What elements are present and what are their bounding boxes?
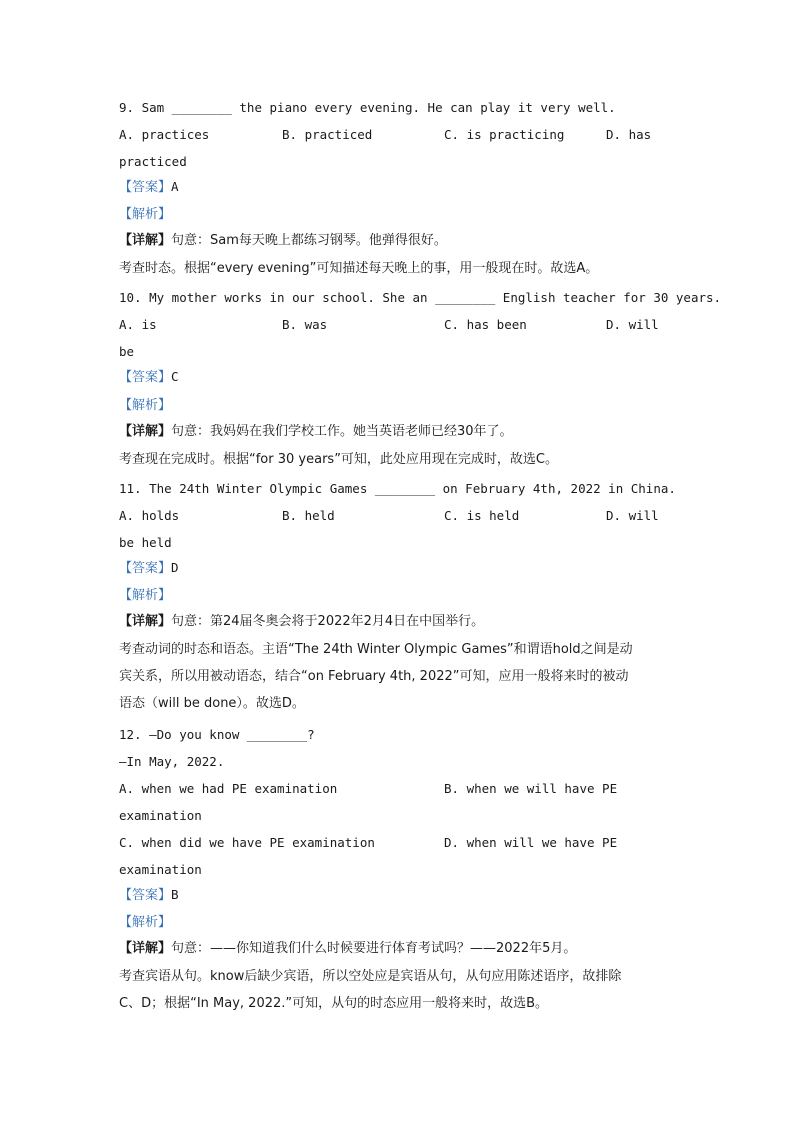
q11-explanation-1: 考查动词的时态和语态。主语“The 24th Winter Olympic Games”和谓语hold之间是动 xyxy=(119,642,633,657)
q12-option-b-continued: examination xyxy=(119,808,202,823)
q11-option-c: C. is held xyxy=(444,508,520,523)
q12-detail-line: 【详解】句意：——你知道我们什么时候要进行体育考试吗？——2022年5月。 xyxy=(119,941,577,956)
q12-option-d: D. when will we have PE xyxy=(444,835,618,850)
q10-detail-line: 【详解】句意：我妈妈在我们学校工作。她当英语老师已经30年了。 xyxy=(119,424,513,439)
q11-analysis-label: 【解析】 xyxy=(119,588,172,603)
q12-option-c: C. when did we have PE examination xyxy=(119,835,375,850)
q12-answer: B xyxy=(171,887,179,902)
q10-option-d: D. will xyxy=(606,317,659,332)
q11-explanation-3: 语态（will be done）。故选D。 xyxy=(119,696,305,711)
q12-option-b: B. when we will have PE xyxy=(444,781,618,796)
q12-stem: 12. —Do you know ________? xyxy=(119,727,315,742)
q12-analysis-label: 【解析】 xyxy=(119,915,172,930)
q9-answer: A xyxy=(171,179,179,194)
q10-answer: C xyxy=(171,369,179,384)
q12-detail: 句意：——你知道我们什么时候要进行体育考试吗？——2022年5月。 xyxy=(171,941,577,956)
q11-detail-line: 【详解】句意：第24届冬奥会将于2022年2月4日在中国举行。 xyxy=(119,614,485,629)
q12-explanation-2: C、D；根据“In May, 2022.”可知，从句的时态应用一般将来时，故选B。 xyxy=(119,996,549,1011)
answer-label: 【答案】 xyxy=(119,180,172,195)
q9-analysis-label: 【解析】 xyxy=(119,207,172,222)
q10-detail: 句意：我妈妈在我们学校工作。她当英语老师已经30年了。 xyxy=(171,424,513,439)
q12-reply: —In May, 2022. xyxy=(119,754,225,769)
q12-option-d-continued: examination xyxy=(119,862,202,877)
q9-answer-line xyxy=(119,178,179,197)
q9-option-c: C. is practicing xyxy=(444,127,565,142)
q12-option-a: A. when we had PE examination xyxy=(119,781,338,796)
q10-option-c: C. has been xyxy=(444,317,527,332)
q10-stem: 10. My mother works in our school. She an ________ English teacher for 30 years. xyxy=(119,290,722,305)
q9-option-d-continued: practiced xyxy=(119,154,187,169)
detail-label: 【详解】 xyxy=(119,233,172,248)
q10-answer-line: 【答案】C xyxy=(119,369,179,385)
q9-option-d: D. has xyxy=(606,127,652,142)
q11-explanation-2: 宾关系，所以用被动语态，结合“on February 4th, 2022”可知，应用一般将来时的被动 xyxy=(119,669,629,684)
q11-stem: 11. The 24th Winter Olympic Games ________ on February 4th, 2022 in China. xyxy=(119,481,676,496)
q11-option-b: B. held xyxy=(282,508,335,523)
q9-option-a: A. practices xyxy=(119,127,210,142)
q9-detail: 句意：Sam每天晚上都练习钢琴。他弹得很好。 xyxy=(171,233,447,248)
q10-explanation: 考查现在完成时。根据“for 30 years”可知，此处应用现在完成时，故选C。 xyxy=(119,452,559,467)
q11-option-d-continued: be held xyxy=(119,535,172,550)
q12-explanation-1: 考查宾语从句。know后缺少宾语，所以空处应是宾语从句，从句应用陈述语序，故排除 xyxy=(119,969,622,984)
q9-detail-line xyxy=(119,232,447,250)
q11-detail: 句意：第24届冬奥会将于2022年2月4日在中国举行。 xyxy=(171,614,485,629)
q9-stem: 9. Sam ________ the piano every evening. He can play it very well. xyxy=(119,100,616,115)
q10-analysis-label: 【解析】 xyxy=(119,398,172,413)
q11-option-d: D. will xyxy=(606,508,659,523)
q9-explanation: 考查时态。根据“every evening”可知描述每天晚上的事，用一般现在时。故选A。 xyxy=(119,261,599,276)
q11-option-a: A. holds xyxy=(119,508,180,523)
q12-answer-line: 【答案】B xyxy=(119,887,179,903)
q10-option-a: A. is xyxy=(119,317,157,332)
q10-option-d-continued: be xyxy=(119,344,135,359)
q10-option-b: B. was xyxy=(282,317,328,332)
q11-answer-line: 【答案】D xyxy=(119,560,179,576)
q11-answer: D xyxy=(171,560,179,575)
q9-option-b: B. practiced xyxy=(282,127,373,142)
